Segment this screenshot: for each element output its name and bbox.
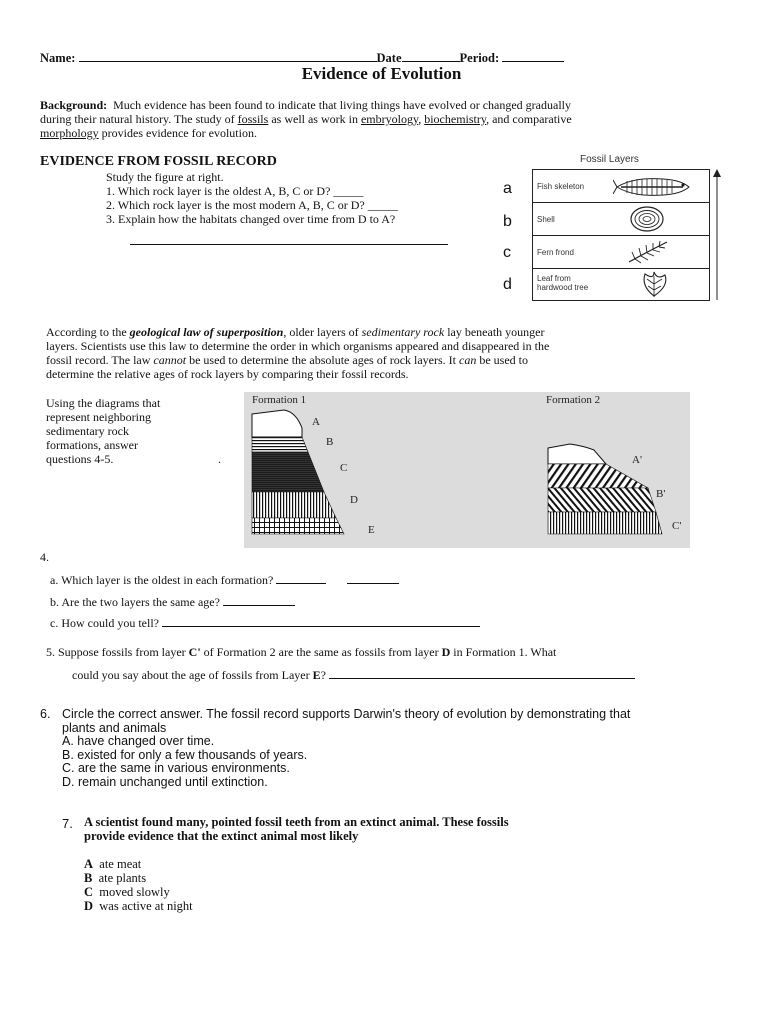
- term-embryology: embryology: [360, 112, 419, 126]
- question-6-stem-line-1: Circle the correct answer. The fossil record supports Darwin's theory of evolution by demonstrating that: [62, 707, 631, 721]
- layer-divider: [533, 202, 709, 203]
- diagram-intro: [46, 396, 160, 466]
- superposition-text: fossil record. The law: [46, 353, 154, 367]
- question-7-stem-line-1: A scientist found many, pointed fossil teeth from an extinct animal. These fossils: [84, 815, 509, 829]
- diagram-intro-line: questions 4-5.: [46, 452, 114, 466]
- fossil-record-heading: EVIDENCE FROM FOSSIL RECORD: [40, 154, 277, 169]
- formation-1-layer-c: C: [340, 462, 348, 474]
- option-text: ate meat: [99, 857, 142, 871]
- layer-ref-d: D: [441, 645, 451, 659]
- superposition-text: , older layers of: [283, 325, 362, 339]
- formation-2-layer-c: C': [672, 520, 682, 532]
- question-7-number: 7.: [62, 816, 73, 831]
- formation-1-column: [252, 410, 344, 534]
- fish-skeleton-icon: [613, 174, 695, 200]
- superposition-paragraph: [46, 325, 746, 381]
- fossil-label-shell: Shell: [537, 215, 555, 224]
- date-label: Date: [376, 51, 402, 65]
- question-7-option-b[interactable]: [84, 871, 193, 885]
- formations-diagram: [244, 392, 690, 548]
- fossil-label-fern: Fern frond: [537, 248, 574, 257]
- background-text: , and comparative: [486, 112, 572, 126]
- layer-divider: [533, 235, 709, 236]
- question-4c-text: c. How could you tell?: [50, 616, 159, 630]
- layer-letter-d: d: [503, 276, 512, 293]
- diagram-intro-line: represent neighboring: [46, 410, 151, 424]
- question-2: 2. Which rock layer is the most modern A, B, C or D? _____: [106, 198, 398, 212]
- term-law-of-superposition: geological law of superposition: [129, 325, 284, 339]
- option-text: moved slowly: [99, 885, 170, 899]
- term-morphology: morphology: [40, 126, 99, 140]
- fossil-figure-box: [532, 169, 710, 301]
- superposition-text: be used to determine the absolute ages of rock layers. It: [186, 353, 459, 367]
- option-letter: A: [84, 857, 94, 871]
- date-field[interactable]: [402, 49, 460, 62]
- question-7-options: [84, 857, 193, 913]
- question-6-option-a[interactable]: A. have changed over time.: [62, 734, 215, 748]
- fossil-record-intro: Study the figure at right.: [106, 170, 224, 184]
- question-7-stem: [84, 815, 509, 843]
- diagram-intro-line: formations, answer: [46, 438, 138, 452]
- option-letter: D: [84, 899, 94, 913]
- question-7-option-d[interactable]: [84, 899, 193, 913]
- term-biochemistry: biochemistry: [424, 112, 487, 126]
- layer-letter-b: b: [503, 213, 512, 230]
- term-cannot: cannot: [153, 353, 187, 367]
- answer-4b[interactable]: [223, 593, 295, 606]
- shell-icon: [629, 205, 665, 233]
- option-text: was active at night: [99, 899, 193, 913]
- question-4c: [50, 614, 480, 630]
- answer-4a-formation-1[interactable]: [276, 571, 326, 584]
- term-sedimentary-rock: sedimentary rock: [361, 325, 445, 339]
- formation-2-layer-b: B': [656, 488, 666, 500]
- layer-divider: [533, 268, 709, 269]
- question-7-option-a[interactable]: [84, 857, 193, 871]
- superposition-line-4: determine the relative ages of rock layers by comparing their fossil records.: [46, 367, 409, 381]
- question-5-text: in Formation 1. What: [450, 645, 557, 659]
- question-5-text: 5. Suppose fossils from layer: [46, 645, 189, 659]
- layer-ref-c-prime: C': [188, 645, 201, 659]
- question-6-option-d[interactable]: D. remain unchanged until extinction.: [62, 774, 268, 789]
- superposition-text: be used to: [476, 353, 528, 367]
- background-text: during their natural history. The study of: [40, 112, 238, 126]
- question-4b-text: b. Are the two layers the same age?: [50, 595, 220, 609]
- background-label: Background:: [40, 98, 108, 112]
- question-1: 1. Which rock layer is the oldest A, B, C or D? _____: [106, 184, 364, 198]
- question-6: [62, 708, 742, 789]
- answer-4a-formation-2[interactable]: [347, 571, 399, 584]
- period-label: Period:: [459, 51, 500, 65]
- background-paragraph: [40, 98, 740, 140]
- formation-1-title: Formation 1: [252, 394, 307, 406]
- question-7-stem-line-2: provide evidence that the extinct animal most likely: [84, 829, 359, 843]
- question-5-text: ?: [320, 668, 326, 682]
- formation-1-layer-b: B: [326, 436, 334, 448]
- answer-line-3[interactable]: [130, 244, 448, 245]
- page-title: Evidence of Evolution: [301, 64, 462, 83]
- question-6-number: 6.: [40, 707, 51, 721]
- option-text: ate plants: [98, 871, 147, 885]
- fern-frond-icon: [625, 238, 671, 266]
- background-text: ,: [418, 112, 425, 126]
- fossil-label-leaf-2: hardwood tree: [537, 283, 589, 292]
- period-field[interactable]: [502, 49, 564, 62]
- question-5-text: of Formation 2 are the same as fossils from layer: [200, 645, 442, 659]
- formation-2-column: [548, 444, 662, 534]
- fossil-label-leaf-1: Leaf from: [537, 274, 571, 283]
- superposition-text: lay beneath younger: [444, 325, 545, 339]
- layer-ref-e: E: [312, 668, 321, 682]
- question-3: 3. Explain how the habitats changed over time from D to A?: [106, 212, 396, 226]
- formation-2-title: Formation 2: [546, 394, 601, 406]
- question-6-stem-line-2: plants and animals: [62, 720, 167, 735]
- name-label: Name:: [40, 51, 76, 65]
- question-4a-text: a. Which layer is the oldest in each formation?: [50, 573, 274, 587]
- term-can: can: [459, 353, 477, 367]
- answer-4c[interactable]: [162, 614, 480, 627]
- leaf-icon: [637, 270, 671, 298]
- background-text: provides evidence for evolution.: [98, 126, 257, 140]
- background-line-1: Much evidence has been found to indicate that living things have evolved or changed gradually: [113, 98, 571, 112]
- formation-2-layer-a: A': [632, 454, 642, 466]
- fossil-label-leaf: [537, 274, 588, 292]
- question-4b: [50, 593, 295, 609]
- question-5-line-2: [72, 666, 635, 682]
- question-5-text: could you say about the age of fossils from Layer: [72, 668, 313, 682]
- formation-1-layer-d: D: [350, 494, 358, 506]
- fossil-figure-title: Fossil Layers: [580, 154, 639, 165]
- stray-dot: .: [218, 452, 221, 466]
- formations-svg: [244, 392, 690, 548]
- answer-5[interactable]: [329, 666, 635, 679]
- question-6-option-b[interactable]: B. existed for only a few thousands of years.: [62, 747, 308, 762]
- term-fossils: fossils: [237, 112, 269, 126]
- time-arrow-icon: [711, 168, 723, 302]
- diagram-intro-line: sedimentary rock: [46, 424, 129, 438]
- layer-letter-c: c: [503, 244, 511, 261]
- superposition-text: According to the: [46, 325, 130, 339]
- option-letter: C: [84, 885, 94, 899]
- question-4-number: 4.: [40, 550, 49, 564]
- layer-letter-a: a: [503, 180, 512, 197]
- name-field[interactable]: [79, 49, 377, 62]
- question-5-line-1: [46, 645, 556, 659]
- formation-1-layer-e: E: [368, 524, 375, 536]
- header-row: [40, 49, 564, 65]
- question-6-option-c[interactable]: C. are the same in various environments.: [62, 761, 290, 775]
- question-4a: [50, 571, 399, 587]
- formation-1-layer-a: A: [312, 416, 320, 428]
- background-text: as well as work in: [268, 112, 361, 126]
- question-7-option-c[interactable]: [84, 885, 193, 899]
- diagram-intro-line: Using the diagrams that: [46, 396, 161, 410]
- option-letter: B: [84, 871, 93, 885]
- fossil-label-fish: Fish skeleton: [537, 182, 585, 191]
- superposition-line-2: layers. Scientists use this law to determine the order in which organisms appeared and disappeared in the: [46, 339, 550, 353]
